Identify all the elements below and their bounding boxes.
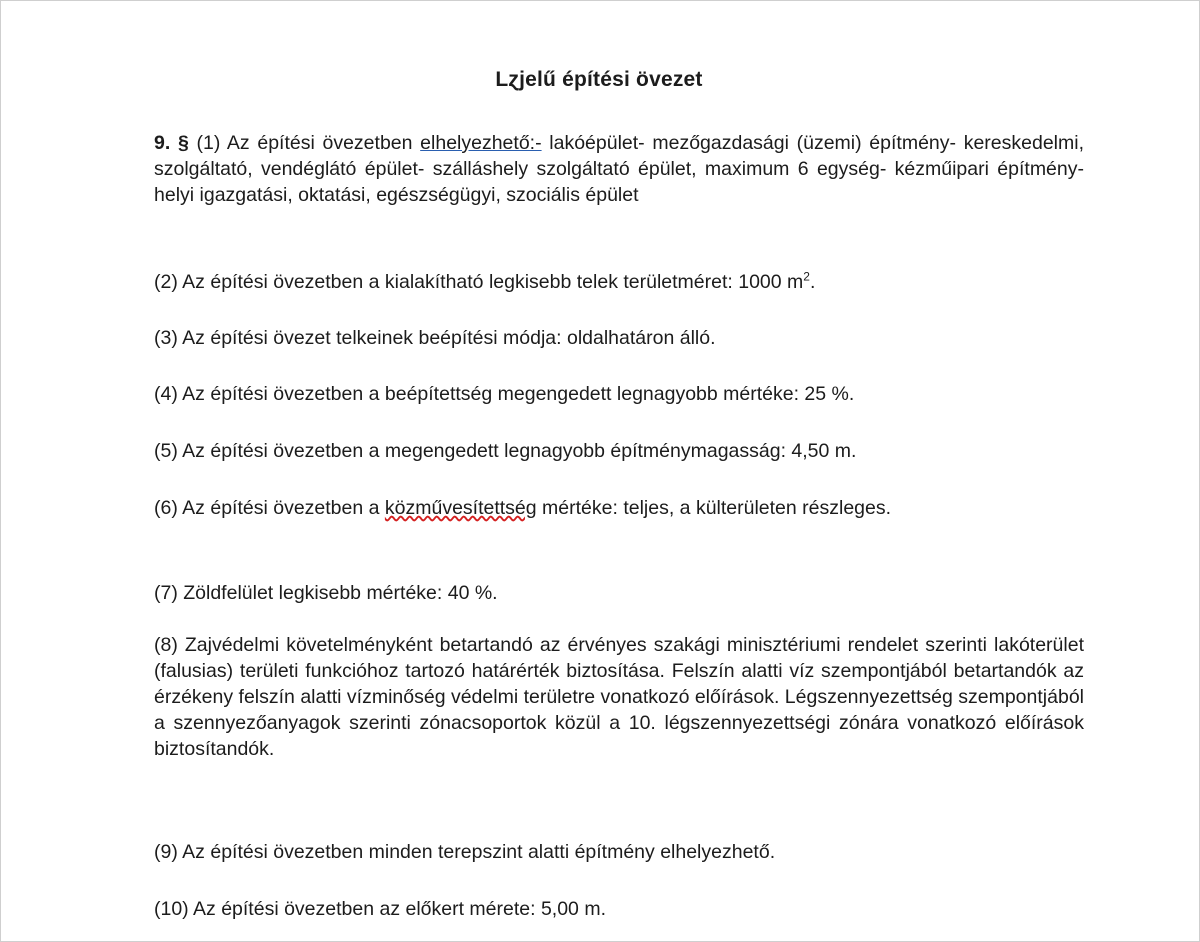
paragraph-6-rest: mértéke: teljes, a külterületen részleges. bbox=[536, 497, 892, 519]
paragraph-8: (8) Zajvédelmi követelményként betartandó az érvényes szakági minisztériumi rendelet szerinti lakóterület (falusias) területi funkcióhoz tartozó határérték biztosítása. Felszín alatti víz szempontjából betartandók az érzékeny felszín alatti vízminőség védelmi területre vonatkozó előírások. Légszennyezettség szempontjából a szennyezőanyagok szerinti zónacsoportok közül a 10. légszennyezettségi zónára vonatkozó előírások biztosítandók. bbox=[154, 634, 1084, 760]
paragraph-1-underlined: elhelyezhető:- bbox=[420, 132, 542, 154]
paragraph-9: (9) Az építési övezetben minden terepszint alatti építmény elhelyezhető. bbox=[154, 841, 776, 863]
paragraph-1 bbox=[134, 130, 1084, 208]
paragraph-6-lead: (6) Az építési övezetben a bbox=[154, 497, 385, 519]
paragraph-5: (5) Az építési övezetben a megengedett legnagyobb építménymagasság: 4,50 m. bbox=[154, 440, 857, 462]
paragraph-2-sup: 2 bbox=[803, 269, 810, 284]
paragraph-6-underlined: közművesítettség bbox=[384, 497, 537, 519]
section-number: 9. § bbox=[154, 132, 189, 154]
paragraph-1-lead: (1) Az építési övezetben bbox=[188, 132, 421, 154]
paragraph-6 bbox=[134, 495, 1084, 521]
paragraph-4: (4) Az építési övezetben a beépítettség megengedett legnagyobb mértéke: 25 %. bbox=[154, 383, 855, 405]
paragraph-10: (10) Az építési övezetben az előkert mérete: 5,00 m. bbox=[154, 898, 606, 920]
paragraph-2-end: . bbox=[809, 271, 816, 293]
paragraph-1-rest: lakóépület- mezőgazdasági (üzemi) építmény- kereskedelmi, szolgáltató, vendéglátó épület- szálláshely szolgáltató épület, maximum 6 egység- kézműipari építmény- helyi igazgatási, oktatási, egészségügyi, szociális épület bbox=[154, 132, 1084, 206]
document-title: Lɀjelű építési övezet bbox=[495, 68, 703, 91]
paragraph-7: (7) Zöldfelület legkisebb mértéke: 40 %. bbox=[154, 582, 498, 604]
paragraph-2-text: (2) Az építési övezetben a kialakítható legkisebb telek területméret: 1000 m bbox=[154, 271, 804, 293]
paragraph-2 bbox=[134, 269, 1084, 295]
paragraph-3: (3) Az építési övezet telkeinek beépítési módja: oldalhatáron álló. bbox=[154, 327, 716, 349]
